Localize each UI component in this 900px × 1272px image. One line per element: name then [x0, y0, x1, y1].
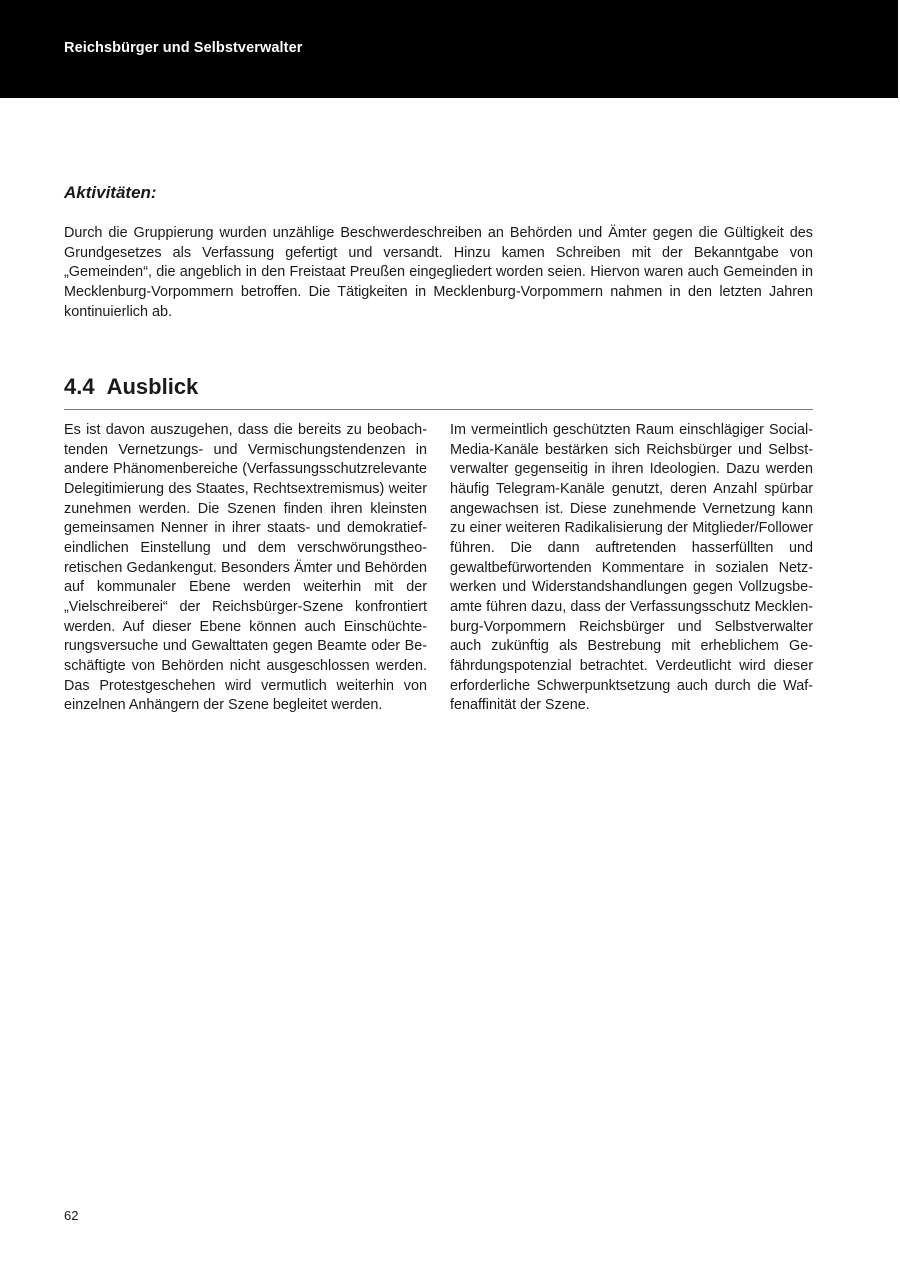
- activities-heading: Aktivitäten:: [64, 183, 157, 202]
- section-heading: [64, 374, 198, 400]
- activities-paragraph: Durch die Gruppierung wurden unzählige Beschwerdeschreiben an Behörden und Ämter gegen die Gültigkeit des Grundgesetzes als Verfassung gefertigt und versandt. Hinzu kamen Schreiben mit der Bekanntgabe von „Gemeinden“, die angeblich in den Freistaat Preußen eingegliedert worden seien. Hiervon waren auch Gemeinden in Mecklenburg-Vorpommern betroffen. Die Tätigkeiten in Mecklenburg-Vorpommern nahmen in den letzten Jahren kontinuierlich ab.: [64, 225, 813, 320]
- section-divider: [64, 409, 813, 410]
- running-header-title: Reichsbürger und Selbstverwalter: [64, 40, 303, 56]
- page-number: 62: [64, 1208, 79, 1223]
- outlook-column-left: Es ist davon auszugehen, dass die bereits zu beobachtenden Vernetzungs- und Vermischungstendenzen in andere Phänomenbereiche (Verfassungsschutzrelevante Delegitimierung des Staates, Rechtsextremismus) weiter zunehmen werden. Die Szenen finden ihren kleinsten gemeinsamen Nenner in ihrer staats- und demokratiefeindlichen Einstellung und dem verschwörungstheoretischen Gedankengut. Besonders Ämter und Behörden auf kommunaler Ebene werden weiterhin mit der „Vielschreiberei“ der Reichsbürger-Szene konfrontiert werden. Auf dieser Ebene können auch Einschüchterungsversuche und Gewalttaten gegen Beamte oder Beschäftigte von Behörden nicht ausgeschlossen werden. Das Protestgeschehen wird vermutlich weiterhin von einzelnen Anhängern der Szene begleitet werden.: [64, 422, 427, 714]
- section-title: Ausblick: [106, 374, 199, 399]
- header-band: [0, 0, 898, 98]
- section-number: 4.4: [64, 374, 95, 399]
- outlook-column-right: Im vermeintlich geschützten Raum einschlägiger Social-Media-Kanäle bestärken sich Reichsbürger und Selbstverwalter gegenseitig in ihren Ideologien. Dazu werden häufig Telegram-Kanäle genutzt, deren Anzahl spürbar angewachsen ist. Diese zunehmende Vernetzung kann zu einer weiteren Radikalisierung der Mitglieder/Follower führen. Die dann auftretenden hasserfüllten und gewaltbefürwortenden Kommentare in sozialen Netzwerken und Widerstandshandlungen gegen Vollzugsbeamte führen dazu, dass der Verfassungsschutz Mecklenburg-Vorpommern Reichsbürger und Selbstverwalter auch zukünftig als Bestrebung mit erheblichem Gefährdungspotenzial betrachtet. Verdeutlicht wird dieser erforderliche Schwerpunktsetzung auch durch die Waffenaffinität der Szene.: [450, 422, 813, 714]
